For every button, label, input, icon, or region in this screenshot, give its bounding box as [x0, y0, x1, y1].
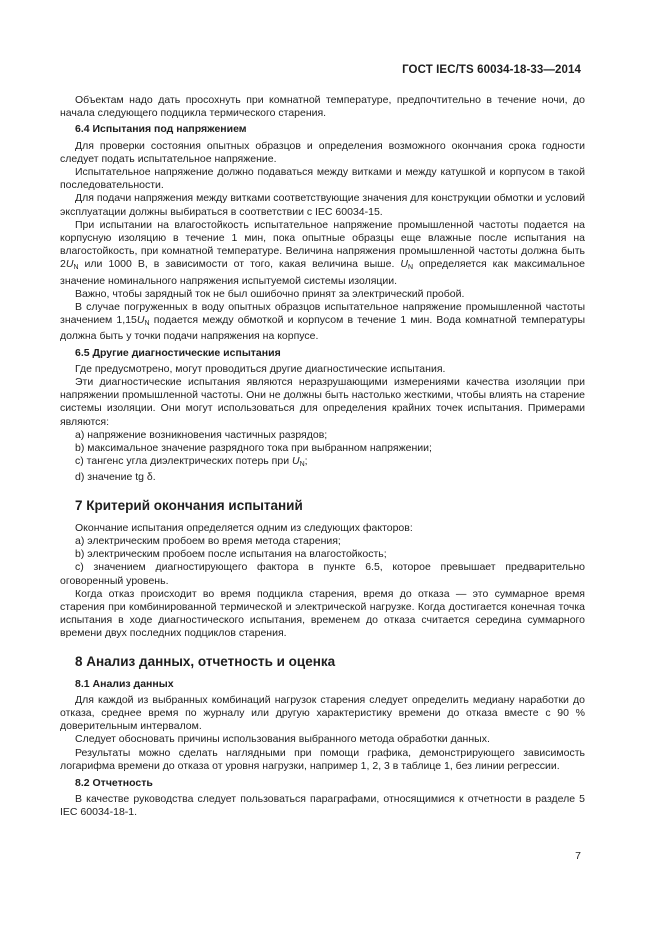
subscript-n: N	[408, 264, 414, 272]
paragraph: Для проверки состояния опытных образцов и определения возможного окончания срока годности следует подать испытательное напряжение.	[60, 139, 585, 165]
section-heading-6-5: 6.5 Другие диагностические испытания	[75, 346, 281, 359]
paragraph: Объектам надо дать просохнуть при комнатной температуре, предпочтительно в течение ночи, до начала следующего подцикла термического старения.	[60, 94, 585, 120]
page-number: 7	[575, 850, 581, 862]
subscript-n: N	[73, 264, 79, 272]
paragraph: Когда отказ происходит во время подцикла старения, время до отказа — это суммарное время старения при комбинированной термической и электрической нагрузке. Когда достигается конечная точка испытания в ходе диагностического испытания, временем до отказа считается середина суммарного времени двух последних подциклов старения.	[60, 587, 585, 640]
section-heading-6-4: 6.4 Испытания под напряжением	[75, 123, 247, 136]
text-run: В случае погруженных в воду опытных образцов испытательное напряжение промышленной частоты значением 1,15	[60, 301, 585, 327]
paragraph	[60, 219, 585, 288]
document-body	[60, 94, 585, 820]
list-item: b) электрическим пробоем после испытания на влагостойкость;	[75, 548, 387, 561]
section-heading-8-1: 8.1 Анализ данных	[75, 677, 174, 690]
symbol-u: U	[400, 258, 408, 271]
list-item: a) электрическим пробоем во время метода старения;	[75, 534, 341, 547]
text-run: определяется как максимальное значение номинального напряжения испытуемой системы изоляции.	[60, 258, 585, 287]
paragraph: Испытательное напряжение должно подаваться между витками и между катушкой и корпусом в такой последовательности.	[60, 166, 585, 192]
paragraph: Следует обосновать причины использования выбранного метода обработки данных.	[75, 733, 490, 746]
symbol-u: U	[65, 258, 74, 271]
text-run: c) тангенс угла диэлектрических потерь при	[75, 455, 292, 468]
subscript-n: N	[144, 320, 150, 328]
text-run: При испытании на влагостойкость испытательное напряжение промышленной частоты подается на корпусную изоляцию в течение 1 мин, пока опытные образцы еще влажные после испытания на влагостойкость, при комнатной температуре. Величина напряжения промышленной частоты должна быть 2	[60, 218, 585, 271]
symbol-u: U	[136, 314, 145, 327]
list-item: a) напряжение возникновения частичных разрядов;	[75, 428, 328, 441]
list-item: c) значением диагностирующего фактора в пункте 6.5, которое превышает предварительно оговоренный уровень.	[60, 561, 585, 587]
paragraph: Для подачи напряжения между витками соответствующие значения для конструкции обмотки и условий эксплуатации должны выбираться в соответствии с IEC 60034-15.	[60, 192, 585, 218]
paragraph: Для каждой из выбранных комбинаций нагрузок старения следует определить медиану наработки до отказа, среднее время по журналу или другую характеристику времени до отказа вместе с 90 % доверительным интервалом.	[60, 693, 585, 733]
paragraph: Где предусмотрено, могут проводиться другие диагностические испытания.	[75, 362, 446, 375]
paragraph: Важно, чтобы зарядный ток не был ошибочно принят за электрический пробой.	[75, 287, 465, 300]
section-heading-7: 7 Критерий окончания испытаний	[75, 497, 303, 513]
paragraph: Эти диагностические испытания являются неразрушающими измерениями качества изоляции при напряжении промышленной частоты. Они не должны быть настолько жесткими, чтобы влиять на старение системы изоляции. Они могут использоваться для определения крайних точек испытания. Примерами являются:	[60, 376, 585, 428]
paragraph: В качестве руководства следует пользоваться параграфами, относящимися к отчетности в разделе 5 IEC 60034-18-1.	[60, 793, 585, 819]
text-run: ;	[304, 455, 308, 468]
subscript-n: N	[299, 461, 305, 469]
paragraph: Окончание испытания определяется одним из следующих факторов:	[75, 521, 413, 534]
section-heading-8: 8 Анализ данных, отчетность и оценка	[75, 653, 336, 669]
paragraph: Результаты можно сделать наглядными при помощи графика, демонстрирующего зависимость логарифма времени до отказа от уровня нагрузки, например 1, 2, 3 в таблице 1, без линии регрессии.	[60, 746, 585, 772]
text-run: или 1000 В, в зависимости от того, какая величина выше.	[78, 258, 401, 271]
list-item: d) значение tg δ.	[75, 471, 156, 484]
document-header: ГОСТ IEC/TS 60034-18-33—2014	[402, 64, 581, 76]
list-item	[60, 455, 585, 471]
text-run: подается между обмоткой и корпусом в течение 1 мин. Вода комнатной температуры должна быть у точки подачи напряжения на корпусе.	[60, 314, 586, 343]
section-heading-8-2: 8.2 Отчетность	[75, 776, 153, 789]
paragraph	[60, 301, 585, 344]
symbol-u: U	[292, 455, 300, 468]
list-item: b) максимальное значение разрядного тока при выбранном напряжении;	[75, 442, 432, 455]
